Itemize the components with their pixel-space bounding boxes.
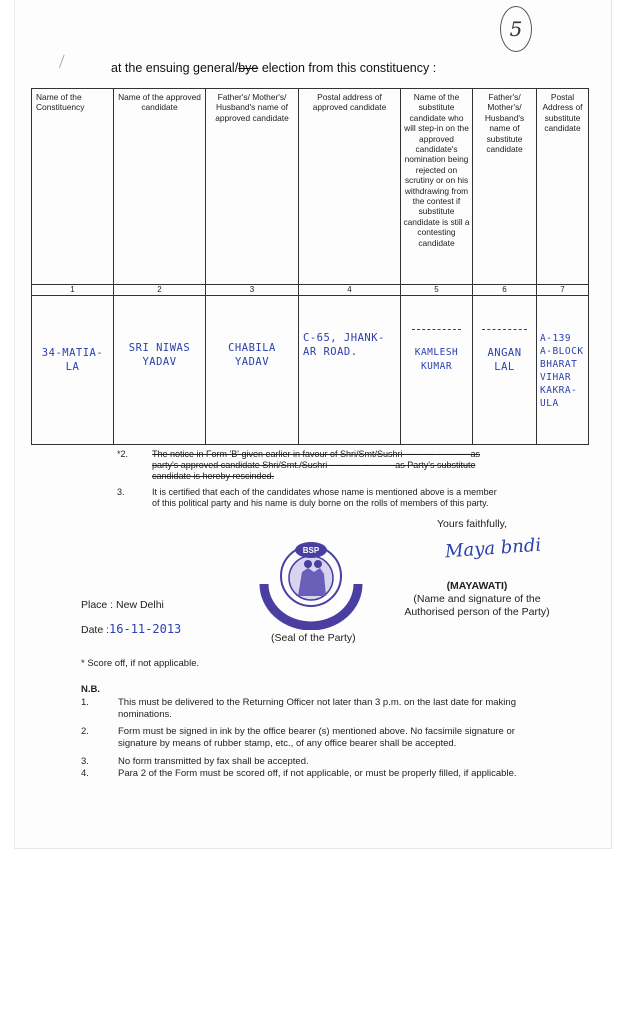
nb-item: 2. Form must be signed in ink by the office bearer (s) mentioned above. No facsimile signature or signature by means of rubber stamp, etc., of any office bearer shall be accepted. bbox=[81, 726, 515, 749]
header-approved-candidate: Name of the approved candidate bbox=[114, 89, 206, 285]
column-number: 7 bbox=[537, 285, 589, 296]
nb-heading: N.B. bbox=[81, 684, 100, 695]
column-number: 1 bbox=[32, 285, 114, 296]
handwritten-signature: Maya bndi bbox=[444, 534, 542, 563]
date-value: 16-11-2013 bbox=[109, 622, 182, 636]
cell-candidate-relative: CHABILA YADAV bbox=[206, 296, 299, 445]
header-candidate-address: Postal address of approved candidate bbox=[299, 89, 401, 285]
column-number: 6 bbox=[473, 285, 537, 296]
place-line bbox=[81, 599, 164, 611]
date-label: Date : bbox=[81, 624, 110, 636]
note-3: 3. It is certified that each of the candidates whose name is mentioned above is a member of this political party and his name is duly borne on the rolls of members of this party. bbox=[117, 487, 497, 508]
column-number: 2 bbox=[114, 285, 206, 296]
seal-ring-text: BAHUJAN SAMAJ PARTY bbox=[270, 593, 352, 620]
heading-suffix: election from this constituency : bbox=[258, 61, 437, 75]
page-number: 5 bbox=[500, 6, 532, 52]
seal-caption: (Seal of the Party) bbox=[271, 632, 356, 644]
seal-top-text: BSP bbox=[302, 546, 320, 555]
nb-item: 3. No form transmitted by fax shall be accepted. bbox=[81, 756, 309, 767]
table-row bbox=[32, 296, 589, 445]
signer-name: (MAYAWATI) bbox=[446, 580, 508, 592]
nomination-table bbox=[31, 88, 589, 445]
column-number: 4 bbox=[299, 285, 401, 296]
blank-dash-line bbox=[412, 329, 462, 340]
header-substitute-candidate: Name of the substitute candidate who will step-in on the approved candidate's nomination being rejected on scrutiny or on his withdrawing from the contest if substitute candidate is still a contesting candidate bbox=[401, 89, 473, 285]
column-number: 3 bbox=[206, 285, 299, 296]
header-substitute-relative: Father's/ Mother's/ Husband's name of substitute candidate bbox=[473, 89, 537, 285]
column-number: 5 bbox=[401, 285, 473, 296]
cell-substitute: KAMLESH KUMAR bbox=[401, 296, 473, 445]
signer-caption-line2: Authorised person of the Party) bbox=[404, 606, 550, 618]
cell-substitute-address: A-139 A-BLOCK BHARAT VIHAR KAKRA- ULA bbox=[537, 296, 589, 445]
cell-substitute-relative: ANGAN LAL bbox=[473, 296, 537, 445]
cell-candidate-address: C-65, JHANK- AR ROAD. bbox=[299, 296, 401, 445]
date-line bbox=[81, 622, 181, 636]
cell-constituency: 34-MATIA- LA bbox=[32, 296, 114, 445]
nb-item: 4. Para 2 of the Form must be scored off, if not applicable, or must be properly filled, if applicable. bbox=[81, 768, 517, 779]
closing-text: Yours faithfully, bbox=[437, 518, 508, 530]
header-constituency: Name of the Constituency bbox=[32, 89, 114, 285]
place-label: Place : bbox=[81, 599, 117, 611]
party-seal-icon bbox=[256, 538, 366, 630]
heading-prefix: at the ensuing general/ bbox=[111, 61, 239, 75]
place-value: New Delhi bbox=[116, 599, 164, 611]
cell-candidate: SRI NIWAS YADAV bbox=[114, 296, 206, 445]
score-off-note: * Score off, if not applicable. bbox=[81, 658, 200, 669]
nb-item: 1. This must be delivered to the Returning Officer not later than 3 p.m. on the last date for making nominations. bbox=[81, 697, 516, 720]
header-substitute-address: Postal Address of substitute candidate bbox=[537, 89, 589, 285]
heading-struck-word: bye bbox=[238, 61, 259, 75]
column-number-row bbox=[32, 285, 589, 296]
header-candidate-relative: Father's/ Mother's/ Husband's name of approved candidate bbox=[206, 89, 299, 285]
blank-dash-line bbox=[482, 329, 526, 340]
table-header-row bbox=[32, 89, 589, 285]
page-heading bbox=[111, 61, 436, 75]
note-2-struck: *2. The notice in Form 'B' given earlier in favour of Shri/Smt/Sushri ---------- -----------as party's approved candidate Shri/Smt./Sushri ---------- -----------as Party's substitute candidate is hereby rescinded. bbox=[117, 449, 480, 481]
signer-block bbox=[392, 580, 562, 619]
signer-caption-line1: (Name and signature of the bbox=[413, 593, 541, 605]
